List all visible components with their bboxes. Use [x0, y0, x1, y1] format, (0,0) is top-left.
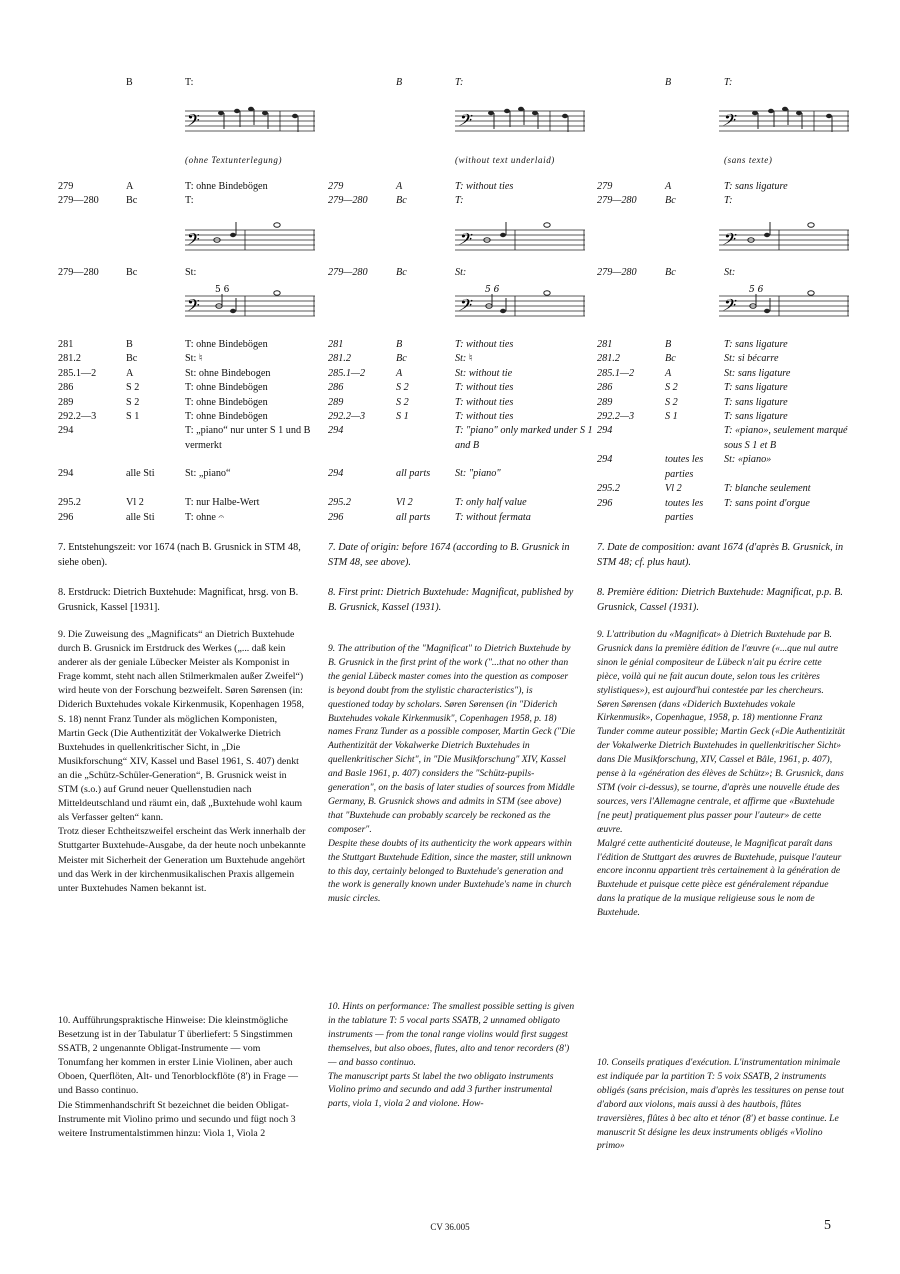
svg-text:𝄢: 𝄢 [187, 110, 200, 134]
svg-text:𝄢: 𝄢 [457, 295, 470, 319]
staff-caption: (without text underlaid) [455, 155, 555, 165]
list-item: 294 T: «piano», seulement marqué sous S 1 et B [597, 425, 848, 451]
list-item: 279—280 Bc T: [58, 195, 194, 207]
list-item: 279 A T: ohne Bindebögen [58, 181, 268, 192]
critical-notes-st [597, 266, 867, 280]
paragraph-7: 7. Entstehungszeit: vor 1674 (nach B. Grusnick in STM 48, siehe oben). [58, 542, 301, 568]
header-tablature-label: T: [724, 77, 733, 88]
paragraph-8: 8. Erstdruck: Dietrich Buxtehude: Magnificat, hrsg. von B. Grusnick, Kassel [1931]. [58, 587, 299, 613]
paragraph-9: 9. The attribution of the "Magnificat" to Dietrich Buxtehude by B. Grusnick in the first print of the work ("...that no other than the genial Lübeck master comes into the question as composer is beyond doubt from the stylistic characteristics"), is questioned today by scholars. Søren Sørensen (in "Diderich Buxtehudes vokale Kirkenmusik", Copenhagen 1958, p. 18) names Franz Tunder as a possible composer, Martin Geck ("Die Authentizität der Vokalwerke Dietrich Buxtehudes in quellenkritischer Sicht", in "Die Musikforschung" XIV, Kassel and Basle 1961, p. 407) considers the "Schütz-pupils-generation", on the basis of later studies of sources from Middle Germany, B. Grusnick shows and admits in STM (see above) that "Buxtehude can probably scarcely be reckoned as the composer". Despite these doubts of its authenticity the work appears within the Stuttgart Buxtehude Edition, since the master, still unknown to this day, certainly belonged to Buxtehude's generation and the work is generally known under Buxtehude's name in church music circles. [328, 643, 576, 905]
svg-text:5 6: 5 6 [215, 285, 230, 295]
critical-notes-list [597, 338, 867, 524]
music-staff-bass [455, 103, 585, 133]
list-item: 279—280 Bc T: [597, 195, 733, 207]
music-staff-figured-bass [185, 284, 315, 319]
svg-text:𝄢: 𝄢 [457, 229, 470, 253]
music-staff-bass [719, 103, 849, 133]
svg-text:5 6: 5 6 [749, 285, 764, 295]
staff-caption: (sans texte) [724, 155, 773, 165]
list-item: 286 S 2 T: sans ligature [597, 382, 788, 394]
header-part-label: B [126, 77, 133, 88]
list-item: 295.2 Vl 2 T: nur Halbe-Wert [58, 497, 260, 509]
header-part-label: B [396, 77, 403, 88]
list-item: 281.2 Bc St: ♮ [328, 353, 473, 365]
list-item: 285.1—2 A St: without tie [328, 367, 513, 379]
critical-notes-a [328, 180, 598, 209]
critical-notes-a [58, 180, 328, 209]
list-item: 286 S 2 T: ohne Bindebögen [58, 382, 268, 394]
list-item: 296 alle Sti T: ohne 𝄐 [58, 511, 225, 523]
list-item: 294 toutes les parties St: «piano» [597, 454, 772, 480]
critical-notes-a [597, 180, 867, 209]
critical-notes-st [328, 266, 598, 280]
paragraph-10: 10. Hints on performance: The smallest possible setting is given in the tablature T: 5 vocal parts SSATB, 2 unnamed obligato instruments — from the tonal range violins would first suggest themselves, but also oboes, flutes, alto and tenor recorders (8') — and basso continuo. The manuscript parts St label the two obligato instruments Violino primo and secundo and add 3 further instrumental parts, viola 1, viola 2 and violone. How- [328, 1001, 575, 1110]
list-item: 285.1—2 A St: sans ligature [597, 367, 791, 379]
staff-caption: (ohne Textunterlegung) [185, 155, 283, 165]
list-item: 292.2—3 S 1 T: sans ligature [597, 410, 788, 422]
svg-text:5 6: 5 6 [485, 285, 500, 295]
music-staff-bass [185, 103, 315, 133]
paragraph-7: 7. Date de composition: avant 1674 (d'après B. Grusnick, in STM 48; cf. plus haut). [597, 542, 844, 568]
list-item: 294 alle Sti St: „piano“ [58, 468, 231, 480]
page-number: 5 [824, 1218, 831, 1233]
paragraph-10: 10. Conseils pratiques d'exécution. L'instrumentation minimale est indiquée par la partition T: 5 voix SSATB, 2 instruments obligés (sans précision, mais d'après les tessitures on pense tout d'abord aux violons, mais aussi à des hautbois, flûtes traversières, flûtes à bec alto et ténor (8') et basse continue. Le manuscrit St désigne les deux instruments obligés «Violino primo» [597, 1057, 844, 1152]
svg-text:𝄢: 𝄢 [457, 110, 470, 134]
list-item: 285.1—2 A St: ohne Bindebogen [58, 367, 271, 379]
list-item: 292.2—3 S 1 T: ohne Bindebögen [58, 410, 268, 422]
list-item: 279—280 Bc St: [58, 267, 197, 278]
music-staff-figured-bass [455, 284, 585, 319]
music-staff-bass [719, 222, 849, 252]
paragraph-8: 8. Première édition: Dietrich Buxtehude: Magnificat, p.p. B. Grusnick, Cassel (1931). [597, 587, 843, 613]
list-item: 294 T: "piano" only marked under S 1 and B [328, 425, 593, 451]
list-item: 294 all parts St: "piano" [328, 468, 501, 480]
critical-notes-st [58, 266, 328, 280]
list-item: 289 S 2 T: ohne Bindebögen [58, 396, 268, 408]
list-item: 295.2 Vl 2 T: blanche seulement [597, 483, 811, 495]
list-item: 279—280 Bc T: [328, 195, 464, 207]
music-staff-bass [185, 222, 315, 252]
list-item: 281 B T: ohne Bindebögen [58, 339, 268, 350]
list-item: 279 A T: without ties [328, 181, 514, 192]
critical-notes-list [58, 338, 328, 525]
list-item: 289 S 2 T: sans ligature [597, 396, 788, 408]
header-tablature-label: T: [455, 77, 464, 88]
list-item: 292.2—3 S 1 T: without ties [328, 410, 514, 422]
music-staff-bass [455, 222, 585, 252]
critical-notes-list [328, 338, 598, 525]
paragraph-9: 9. L'attribution du «Magnificat» à Dietrich Buxtehude par B. Grusnick dans la première édition de l'œuvre («...que nul autre sinon le génial compositeur de Lübeck n'ait pu écrire cette pièce, voilà qui ne fait aucun doute, selon tous les critères stylistiques»), est aujourd'hui contestée par les chercheurs. Søren Sørensen (dans «Diderich Buxtehudes vokale Kirkenmusik», Copenhague, 1958, p. 18) mentionne Franz Tunder comme auteur possible; Martin Geck («Die Authentizität der Vokalwerke Dietrich Buxtehudes in quellenkritischer Sicht» dans Die Musikforschung, XIV, Cassel et Bâle, 1961, p. 407), pense à la «génération des élèves de Schütz»; B. Grusnick, dans STM (voir ci-dessus), se tourne, d'après une nouvelle étude des sources, vers l'Allemagne centrale, et affirme que «Buxtehude [ne peut] pratiquement plus passer pour l'auteur» de cette œuvre. Malgré cette authenticité douteuse, le Magnificat paraît dans l'édition de Stuttgart des œuvres de Buxtehude, puisque l'auteur encore inconnu appartient très certainement à la génération de Buxtehude et puisque cette pièce est généralement répandue dans la pratique de la musique religieuse sous le nom de Buxtehude. [597, 629, 845, 919]
svg-text:𝄢: 𝄢 [721, 295, 734, 319]
list-item: 281 B T: sans ligature [597, 339, 788, 350]
list-item: 279—280 Bc St: [597, 267, 736, 278]
paragraph-7: 7. Date of origin: before 1674 (according to B. Grusnick in STM 48, see above). [328, 542, 570, 568]
svg-text:𝄢: 𝄢 [187, 229, 200, 253]
list-item: 279 A T: sans ligature [597, 181, 788, 192]
list-item: 281.2 Bc St: ♮ [58, 353, 203, 365]
svg-text:𝄢: 𝄢 [187, 295, 200, 319]
list-item: 296 toutes les parties T: sans point d'orgue [597, 497, 810, 524]
paragraph-8: 8. First print: Dietrich Buxtehude: Magnificat, published by B. Grusnick, Kassel (1931). [328, 587, 574, 613]
header-tablature-label: T: [185, 77, 194, 88]
paragraph-10: 10. Aufführungspraktische Hinweise: Die kleinstmögliche Besetzung ist in der Tabulatur T überliefert: 5 Singstimmen SSATB, 2 ungenannte Obligat-Instrumente — vom Tonumfang her kommen in erster Linie Violinen, aber auch Oboen, Querflöten, Alt- und Tenorblockflöte (8') in Frage — und Basso continuo. Die Stimmenhandschrift St bezeichnet die beiden Obligat-Instrumente mit Violino primo und secundo und fügt noch 3 weitere Instrumentalstimmen hinzu: Viola 1, Viola 2 [58, 1015, 299, 1139]
list-item: 281.2 Bc St: si bécarre [597, 353, 779, 365]
list-item: 294 T: „piano“ nur unter S 1 und B vermerkt [58, 425, 311, 451]
list-item: 296 all parts T: without fermata [328, 511, 531, 523]
list-item: 286 S 2 T: without ties [328, 382, 514, 394]
svg-text:𝄢: 𝄢 [721, 110, 734, 134]
header-part-label: B [665, 77, 672, 88]
list-item: 289 S 2 T: without ties [328, 396, 514, 408]
list-item: 295.2 Vl 2 T: only half value [328, 497, 527, 509]
catalog-code: CV 36.005 [430, 1222, 470, 1232]
paragraph-9: 9. Die Zuweisung des „Magnificats“ an Dietrich Buxtehude durch B. Grusnick im Erstdruck des Werkes („... daß kein anderer als der geniale Lübecker Meister als Komponist in Frage kommt, steht nach allen Stilmerkmalen außer Zweifel“) wird heute von der Forschung bezweifelt. Søren Sørensen (in: Diderich Buxtehudes vokale Kirkenmusik, Kopenhagen 1958, S. 18) nennt Franz Tunder als möglichen Komponisten, Martin Geck (Die Authentizität der Vokalwerke Dietrich Buxtehudes in quellenkritischer Sicht, in „Die Musikforschung“ XIV, Kassel und Basel 1961, S. 407) denkt an die „Schütz-Schüler-Generation“, B. Grusnick weist in STM (s.o.) auf Grund neuer Quellenstudien nach Mitteldeutschland und räumt ein, daß „Buxtehude wohl kaum als Verfasser gelten“ kann. Trotz dieser Echtheitszweifel erscheint das Werk innerhalb der Stuttgarter Buxtehude-Ausgabe, da der heute noch unbekannte Meister mit Sicherheit der Generation um Buxtehude angehört und das Werk in der kirchenmusikalischen Praxis allgemein unter Buxtehudes Namen bekannt ist. [58, 629, 306, 894]
list-item: 281 B T: without ties [328, 339, 514, 350]
svg-text:𝄢: 𝄢 [721, 229, 734, 253]
list-item: 279—280 Bc St: [328, 267, 467, 278]
music-staff-figured-bass [719, 284, 849, 319]
